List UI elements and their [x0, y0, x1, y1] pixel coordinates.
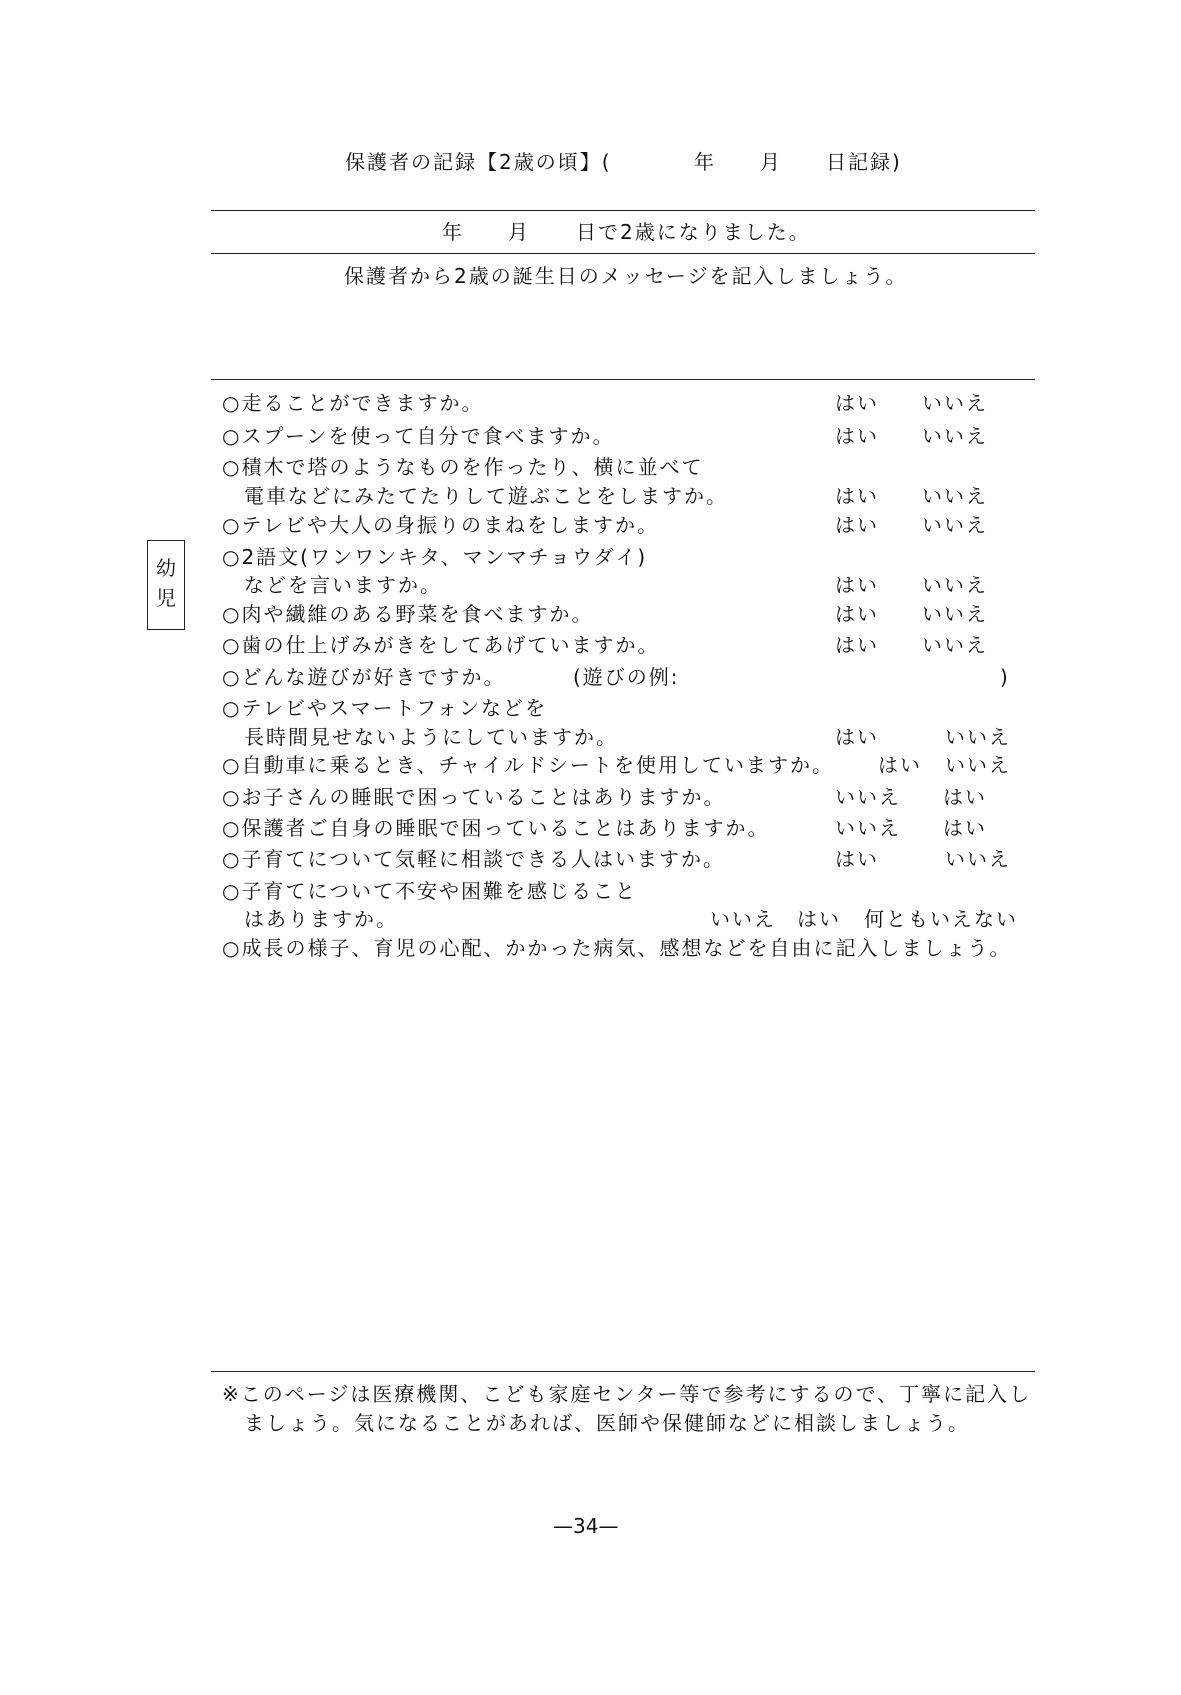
answer-option[interactable]: いいえ	[922, 573, 988, 597]
side-label-char: 児	[156, 586, 176, 610]
answer-option[interactable]: いいえ	[945, 753, 1011, 777]
record-title: 保護者の記録【2歳の頃】(	[345, 150, 612, 174]
question-text: ○テレビやスマートフォンなどを	[222, 696, 548, 720]
question-text: ○自動車に乗るとき、チャイルドシートを使用していますか。	[222, 753, 835, 777]
record-day-label[interactable]: 日記録)	[826, 150, 902, 174]
answer-option[interactable]: はい	[835, 602, 879, 626]
answer-option[interactable]: はい	[943, 816, 987, 840]
answer-option[interactable]: 何ともいえない	[864, 907, 1018, 931]
answer-option[interactable]: いいえ	[835, 816, 901, 840]
page-number: —34—	[553, 1514, 619, 1538]
message-area[interactable]	[211, 292, 1035, 378]
footer-note: ※このページは医療機関、こども家庭センター等で参考にするので、丁寧に記入し	[222, 1382, 1032, 1406]
question-text: ○どんな遊びが好きですか。	[222, 665, 506, 689]
answer-option[interactable]: いいえ	[922, 484, 988, 508]
answer-option[interactable]: はい	[835, 424, 879, 448]
question-text: ○肉や繊維のある野菜を食べますか。	[222, 602, 594, 626]
birthday-year-label[interactable]: 年	[442, 220, 464, 244]
divider	[211, 253, 1035, 254]
answer-option[interactable]: いいえ	[922, 391, 988, 415]
answer-option[interactable]: いいえ	[922, 513, 988, 537]
divider	[211, 1371, 1035, 1372]
section-label-toddler	[147, 540, 185, 630]
question-text: 電車などにみたてたりして遊ぶことをしますか。	[244, 484, 728, 508]
answer-option[interactable]: はい	[878, 753, 922, 777]
question-text: はありますか。	[244, 907, 398, 931]
answer-option[interactable]: いいえ	[922, 424, 988, 448]
question-text: ○2語文(ワンワンキタ、マンマチョウダイ)	[222, 545, 648, 569]
answer-option[interactable]: いいえ	[835, 785, 901, 809]
birthday-month-label[interactable]: 月	[508, 220, 530, 244]
answer-option[interactable]: いいえ	[922, 602, 988, 626]
answer-option[interactable]: はい	[835, 484, 879, 508]
play-example-close: )	[1000, 665, 1010, 689]
answer-option[interactable]: はい	[797, 907, 841, 931]
play-example-label: (遊びの例:	[573, 665, 680, 689]
question-text: ○積木で塔のようなものを作ったり、横に並べて	[222, 455, 704, 479]
question-text: ○子育てについて気軽に相談できる人はいますか。	[222, 847, 726, 871]
answer-option[interactable]: はい	[835, 391, 879, 415]
answer-option[interactable]: いいえ	[945, 847, 1011, 871]
question-text: ○子育てについて不安や困難を感じること	[222, 879, 638, 903]
answer-option[interactable]: いいえ	[710, 907, 776, 931]
answer-option[interactable]: はい	[835, 725, 879, 749]
answer-option[interactable]: はい	[835, 513, 879, 537]
side-label-char: 幼	[156, 556, 176, 580]
question-text: ○お子さんの睡眠で困っていることはありますか。	[222, 785, 726, 809]
question-text: ○走ることができますか。	[222, 391, 484, 415]
answer-option[interactable]: いいえ	[945, 725, 1011, 749]
question-text: ○保護者ご自身の睡眠で困っていることはありますか。	[222, 816, 770, 840]
record-year-label[interactable]: 年	[694, 150, 716, 174]
record-month-label[interactable]: 月	[760, 150, 782, 174]
answer-option[interactable]: はい	[835, 573, 879, 597]
question-text: ○テレビや大人の身振りのまねをしますか。	[222, 513, 660, 537]
divider	[211, 210, 1035, 211]
question-text: ○成長の様子、育児の心配、かかった病気、感想などを自由に記入しましょう。	[222, 936, 1012, 960]
birthday-day-label[interactable]: 日で2歳になりました。	[576, 220, 811, 244]
question-text: などを言いますか。	[244, 573, 442, 597]
divider	[211, 379, 1035, 380]
question-text: 長時間見せないようにしていますか。	[244, 725, 618, 749]
footer-note: ましょう。気になることがあれば、医師や保健師などに相談しましょう。	[244, 1411, 970, 1435]
answer-option[interactable]: はい	[835, 633, 879, 657]
answer-option[interactable]: いいえ	[922, 633, 988, 657]
message-prompt: 保護者から2歳の誕生日のメッセージを記入しましょう。	[344, 264, 908, 288]
question-text: ○スプーンを使って自分で食べますか。	[222, 424, 615, 448]
answer-option[interactable]: はい	[943, 785, 987, 809]
answer-option[interactable]: はい	[835, 847, 879, 871]
question-text: ○歯の仕上げみがきをしてあげていますか。	[222, 633, 660, 657]
